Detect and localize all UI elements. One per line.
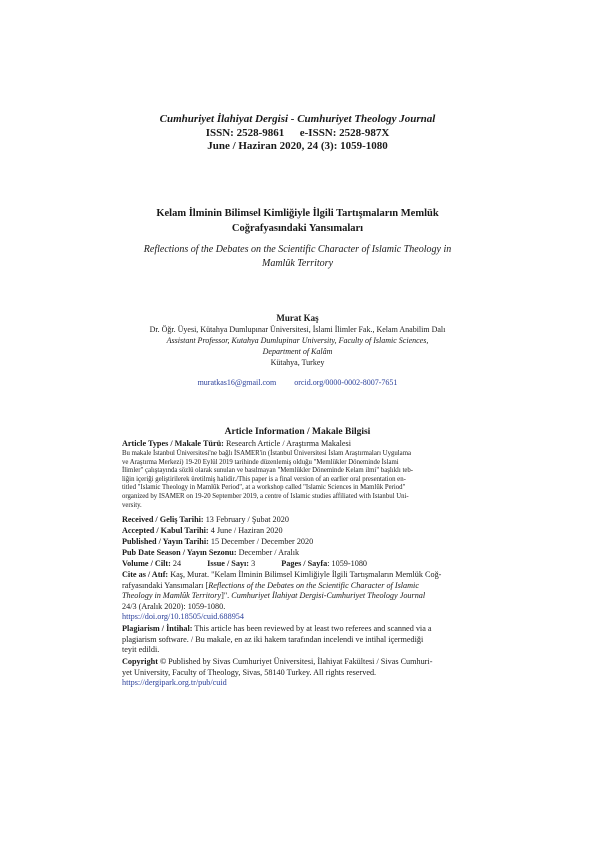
volume-label: Volume / Cilt:	[122, 559, 171, 568]
published-label: Published / Yayın Tarihi:	[122, 537, 209, 546]
journal-name: Cumhuriyet İlahiyat Dergisi - Cumhuriyet Theology Journal	[159, 113, 436, 125]
affiliation-department: Department of Kalâm	[262, 347, 333, 356]
note-line: titled "Islamic Theology in Mamlûk Period", at a workshop called "Islamic Sciences in Mamlûk Period"	[122, 484, 406, 492]
volume-issue-pages	[122, 559, 507, 570]
title-english	[0, 243, 595, 271]
type-value: Research Article / Araştırma Makalesi	[223, 439, 351, 448]
author-location: Kütahya, Turkey	[270, 358, 325, 367]
cite-line-italic: Theology in Mamlûk Territory	[122, 591, 222, 600]
title-en-line: Reflections of the Debates on the Scientific Character of Islamic Theology in	[143, 244, 452, 255]
author-name: Murat Kaş	[276, 313, 319, 323]
issue-value: 3	[249, 559, 256, 568]
copyright-label: Copyright ©	[122, 657, 167, 666]
copyright-line: yet University, Faculty of Theology, Sivas, 58140 Turkey. All rights reserved.	[122, 667, 377, 677]
issn-line	[0, 127, 595, 139]
eissn: e-ISSN: 2528-987X	[299, 127, 390, 139]
email-link[interactable]: muratkas16@gmail.com	[197, 378, 277, 387]
cite-line-italic: Reflections of the Debates on the Scientific Character of Islamic	[208, 580, 419, 590]
volume-value: 24	[170, 559, 182, 568]
author-links	[0, 378, 595, 387]
title-tr-line: Kelam İlminin Bilimsel Kimliğiyle İlgili Tartışmaların Memlük	[156, 208, 439, 219]
cite-line: Kaş, Murat. "Kelam İlminin Bilimsel Kimliğiyle İlgili Tartışmaların Memlük Coğ-	[168, 570, 442, 579]
plagiarism-line: plagiarism software. / Bu makale, en az iki hakem tarafından incelendi ve intihal içermediği	[122, 634, 424, 644]
doi-link[interactable]: https://doi.org/10.18505/cuid.688954	[122, 612, 244, 621]
published-date	[122, 537, 507, 548]
pages-label: Pages / Sayfa	[281, 559, 328, 568]
issn: ISSN: 2528-9861	[205, 127, 285, 139]
cite-line: 24/3 (Aralık 2020): 1059-1080.	[122, 601, 226, 611]
title-turkish	[0, 206, 595, 236]
received-date	[122, 515, 507, 526]
orcid-link[interactable]: orcid.org/0000-0002-8007-7651	[294, 378, 398, 387]
pub-season	[122, 548, 507, 559]
accepted-date	[122, 526, 507, 537]
journal-url-link[interactable]: https://dergipark.org.tr/pub/cuid	[122, 678, 227, 687]
season-value: December / Aralık	[236, 548, 300, 557]
title-tr-line: Coğrafyasındaki Yansımaları	[231, 223, 364, 234]
plagiarism-line: This article has been reviewed by at least two referees and scanned via a	[192, 624, 432, 633]
note-line: organized by ISAMER on 19-20 September 2019, a centre of Islamic studies affiliated with Istanbul Uni-	[122, 492, 409, 500]
plagiarism-statement	[122, 624, 507, 656]
note-line: liğin içeriği geliştirilerek üretilmiş halidir./This paper is a final version of an earlier oral presentation en-	[122, 475, 406, 483]
plagiarism-label: Plagiarism / İntihal:	[122, 624, 193, 633]
presentation-note	[122, 450, 507, 510]
received-label: Received / Geliş Tarihi:	[122, 515, 204, 524]
pages-value: : 1059-1080	[327, 559, 368, 568]
cite-line: rafyasındaki Yansımaları [	[122, 580, 209, 590]
volume-info: June / Haziran 2020, 24 (3): 1059-1080	[207, 140, 388, 152]
affiliation-tr: Dr. Öğr. Üyesi, Kütahya Dumlupınar Üniversitesi, İslami İlimler Fak., Kelam Anabilim Dalı	[149, 325, 446, 334]
accepted-value: 4 June / Haziran 2020	[208, 526, 283, 535]
title-en-line: Mamlûk Territory	[261, 258, 334, 269]
copyright-line: Published by Sivas Cumhuriyet Üniversitesi, İlahiyat Fakültesi / Sivas Cumhuri-	[166, 657, 433, 666]
note-line: ve Araştırma Merkezi) 19-20 Eylül 2019 tarihinde düzenlemiş olduğu "Memlükler Döneminde İslami	[122, 458, 399, 466]
cite-line: ]".	[221, 591, 232, 600]
issue-label: Issue / Sayı:	[207, 559, 250, 568]
season-label: Pub Date Season / Yayın Sezonu:	[122, 548, 237, 557]
article-type	[122, 439, 507, 450]
cite-journal: Cumhuriyet İlahiyat Dergisi-Cumhuriyet Theology Journal	[231, 591, 426, 600]
note-line: versity.	[122, 501, 142, 509]
citation	[122, 570, 507, 623]
note-line: Bu makale İstanbul Üniversitesi'ne bağlı İSAMER'in (İstanbul Üniversitesi İslam Araştırmaları Uygulama	[122, 450, 411, 457]
article-info-heading: Article Information / Makale Bilgisi	[224, 427, 371, 437]
affiliation-en: Assistant Professor, Kutahya Dumlupinar University, Faculty of Islamic Sciences,	[166, 336, 429, 345]
plagiarism-line: teyit edildi.	[122, 645, 160, 654]
note-line: İlimler" çalıştayında sözlü olarak sunulan ve basılmayan "Memlükler Döneminde Kelam ilmi" başlıklı teb-	[122, 467, 414, 475]
received-value: 13 February / Şubat 2020	[203, 515, 289, 524]
published-value: 15 December / December 2020	[208, 537, 314, 546]
accepted-label: Accepted / Kabul Tarihi:	[122, 526, 209, 535]
type-label: Article Types / Makale Türü:	[122, 439, 224, 448]
copyright-statement	[122, 657, 507, 689]
cite-label: Cite as / Atıf:	[122, 570, 169, 579]
